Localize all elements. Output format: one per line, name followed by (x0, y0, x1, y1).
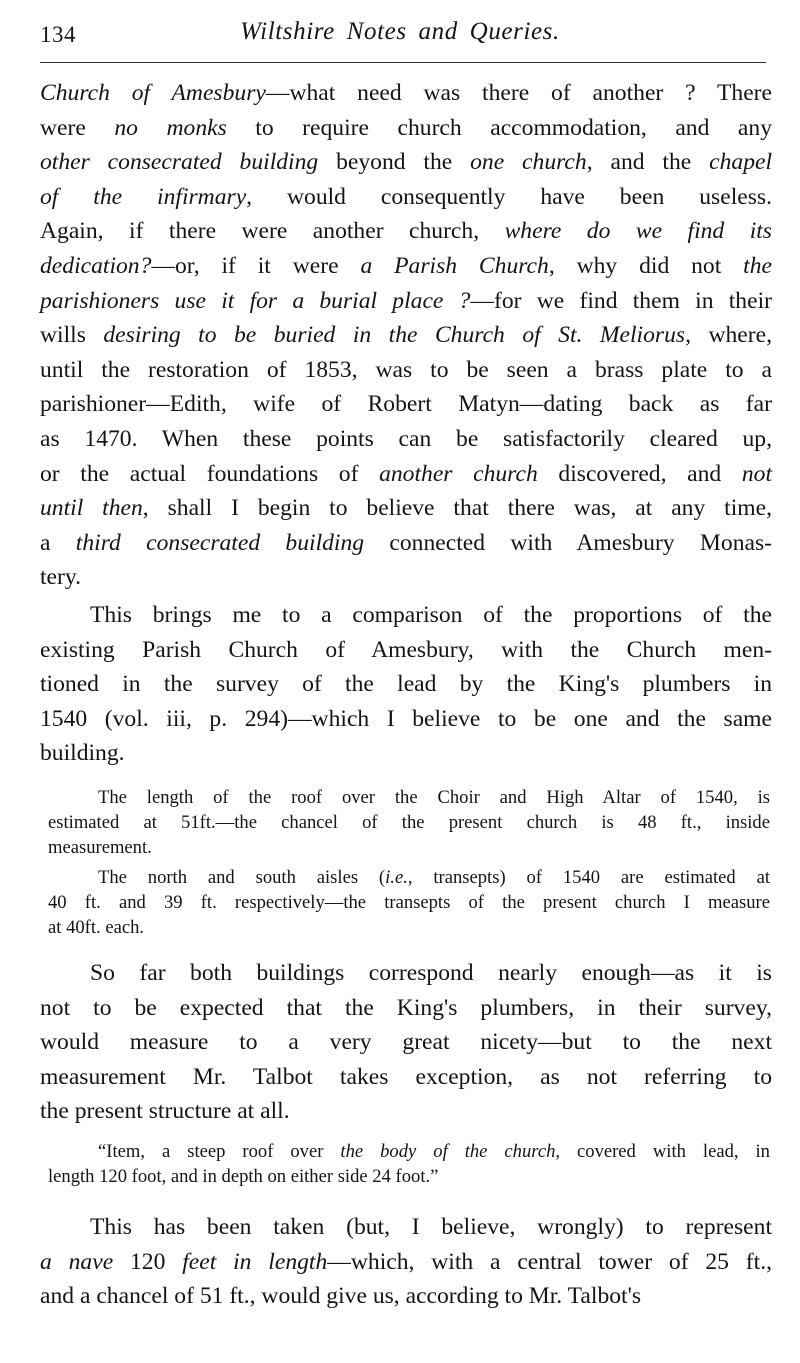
italic-text: a nave (40, 1248, 114, 1275)
text-run: connected with Amesbury Monas- (364, 529, 773, 556)
italic-text: feet in length (182, 1248, 328, 1275)
text-run: tery. (40, 564, 82, 591)
text-run: , shall I begin to believe that there was, at any time, (142, 495, 773, 522)
text-line (40, 180, 772, 215)
text-run: a (40, 529, 76, 556)
text-run: This brings me to a comparison of the proportions of the (90, 602, 772, 628)
text-line (40, 1210, 772, 1245)
text-run: were (40, 114, 115, 141)
text-line (40, 526, 772, 561)
text-run: tioned in the survey of the lead by the King's plumbers in (40, 671, 772, 698)
text-run: 1540 (vol. iii, p. 294)—which I believe to be one and the same (40, 705, 772, 732)
text-run: existing Parish Church of Amesbury, with the Church men- (40, 636, 772, 663)
text-line (40, 702, 772, 737)
text-run: not to be expected that the King's plumbers, in their survey, (40, 994, 772, 1021)
text-run: as 1470. When these points can be satisfactorily cleared up, (40, 425, 772, 452)
text-line (40, 598, 772, 633)
paragraph-buildings-correspond (40, 956, 772, 1129)
italic-text: a Parish Church (360, 252, 549, 279)
text-run: measurement Mr. Talbot takes exception, as not referring to (40, 1063, 772, 1090)
quotation-steep-roof (48, 1140, 770, 1190)
text-line (40, 318, 772, 353)
text-run: wills (40, 322, 104, 349)
text-run: estimated at 51ft.—the chancel of the present church is 48 ft., inside (48, 811, 770, 833)
text-line (40, 560, 772, 595)
text-line (40, 991, 772, 1026)
text-line (40, 1245, 772, 1280)
text-run: , where, (685, 322, 772, 349)
text-line (40, 633, 772, 668)
text-line (48, 866, 770, 891)
text-line (40, 1279, 772, 1314)
text-line (40, 76, 772, 111)
paragraph-comparison-of-proportions (40, 598, 772, 771)
text-line (40, 1060, 772, 1095)
text-line (48, 786, 770, 811)
text-line (48, 891, 770, 916)
italic-text: until then (40, 495, 143, 522)
paragraph-nave-length (40, 1210, 772, 1314)
text-run: —which, with a central tower of 25 ft., (327, 1248, 773, 1275)
text-run: , transepts) of 1540 are estimated at (407, 867, 771, 888)
text-line (40, 1025, 772, 1060)
journal-title: Wiltshire Notes and Queries. (240, 18, 560, 45)
italic-text: the (743, 252, 772, 279)
text-line (40, 111, 772, 146)
text-run: 120 (113, 1248, 183, 1275)
text-run: to require church accommodation, and any (226, 114, 772, 141)
text-line (48, 811, 770, 836)
italic-text: chapel (709, 149, 773, 176)
italic-text: where do we find its (504, 218, 772, 245)
italic-text: another church (379, 460, 538, 487)
text-line (40, 956, 772, 991)
text-line (40, 491, 772, 526)
italic-text: third consecrated building (75, 529, 365, 556)
text-line (40, 736, 772, 771)
text-run: and a chancel of 51 ft., would give us, according to Mr. Talbot's (40, 1283, 642, 1310)
text-run: The north and south aisles ( (98, 867, 386, 888)
text-run: So far both buildings correspond nearly enough—as it is (90, 960, 772, 986)
text-run: —for we find them in their (470, 287, 772, 314)
text-run: discovered, and (537, 460, 742, 487)
header-rule (40, 62, 766, 63)
paragraph-church-of-amesbury (40, 76, 772, 595)
text-run: at 40ft. each. (48, 916, 145, 938)
text-line (40, 249, 772, 284)
text-run: would measure to a very great nicety—but to the next (40, 1029, 772, 1056)
text-run: , covered with lead, in (555, 1141, 770, 1162)
italic-text: parishioners use it for a burial place ? (40, 287, 471, 314)
text-run: beyond the (318, 149, 471, 176)
text-line (40, 1094, 772, 1129)
text-run: or the actual foundations of (40, 460, 380, 487)
text-run: —or, if it were (151, 252, 361, 279)
italic-text: one church (470, 149, 587, 176)
running-head (40, 18, 760, 54)
text-line (40, 457, 772, 492)
text-line (48, 1165, 770, 1190)
italic-text: dedication? (40, 252, 152, 279)
italic-text: not (741, 460, 773, 487)
text-run: , and the (586, 149, 710, 176)
text-line (40, 387, 772, 422)
text-run: Again, if there were another church, (40, 218, 505, 245)
text-run: —what need was there of another ? There (265, 80, 772, 106)
note-transepts (48, 866, 770, 940)
page-number: 134 (40, 22, 76, 47)
text-run: measurement. (48, 836, 152, 858)
text-line (40, 353, 772, 388)
italic-text: Church of Amesbury (40, 80, 266, 106)
italic-text: the body of the church (340, 1141, 556, 1162)
text-run: 40 ft. and 39 ft. respectively—the transepts of the present church I measure (48, 891, 770, 913)
text-line (48, 916, 770, 941)
text-run: , why did not (548, 252, 744, 279)
text-run: parishioner—Edith, wife of Robert Matyn—dating back as far (40, 391, 772, 418)
text-line (48, 1140, 770, 1165)
italic-text: other consecrated building (40, 149, 319, 176)
text-run: building. (40, 740, 125, 767)
text-line (40, 667, 772, 702)
italic-text: i.e. (385, 867, 408, 888)
text-run: The length of the roof over the Choir and High Altar of 1540, is (98, 787, 770, 808)
text-line (40, 214, 772, 249)
text-run: , would consequently have been useless. (246, 183, 772, 210)
note-choir-length (48, 786, 770, 860)
text-run: length 120 foot, and in depth on either side 24 foot.” (48, 1165, 439, 1187)
text-line (40, 145, 772, 180)
italic-text: of the infirmary (40, 183, 247, 210)
text-run: “Item, a steep roof over (98, 1141, 341, 1162)
italic-text: desiring to be buried in the Church of St. Meliorus (103, 322, 686, 349)
text-line (40, 422, 772, 457)
text-run: the present structure at all. (40, 1098, 290, 1125)
text-run: until the restoration of 1853, was to be seen a brass plate to a (40, 356, 772, 383)
italic-text: no monks (114, 114, 227, 141)
text-run: This has been taken (but, I believe, wrongly) to represent (90, 1214, 772, 1240)
text-line (40, 284, 772, 319)
text-line (48, 836, 770, 861)
